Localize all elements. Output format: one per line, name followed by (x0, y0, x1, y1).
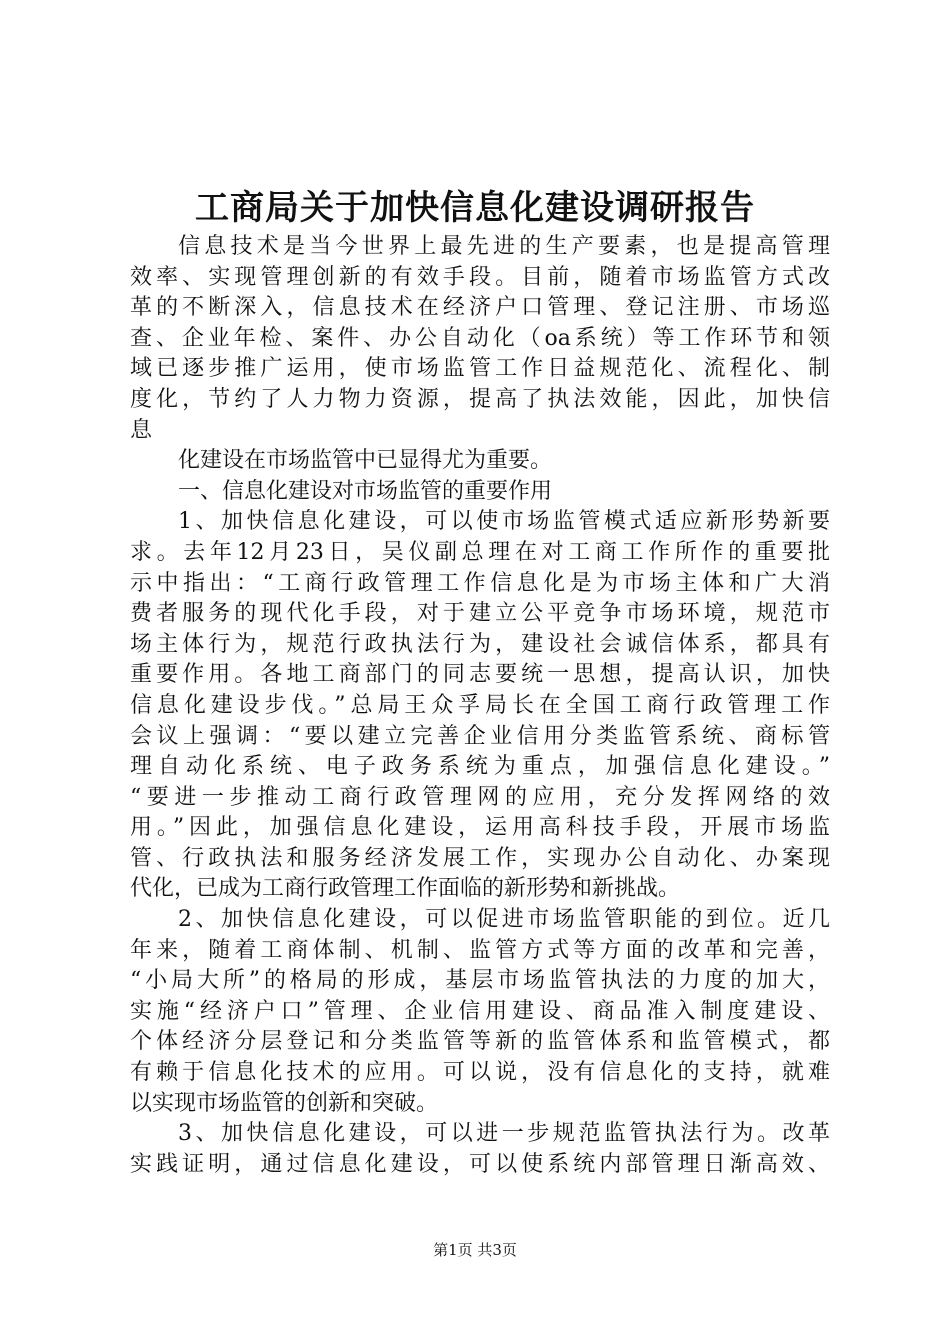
text-line: 查、企业年检、案件、办公自动化（oa系统）等工作环节和领 (130, 325, 830, 351)
text-line: “要进一步推动工商行政管理网的应用，充分发挥网络的效 (130, 784, 830, 810)
text-line: 化建设在市场监管中已显得尤为重要。 (178, 448, 553, 474)
text-line: 信息技术是当今世界上最先进的生产要素，也是提高管理 (178, 234, 830, 259)
text-line: 实施“经济户口”管理、企业信用建设、商品准入制度建设、 (130, 998, 830, 1024)
text-line: 代化，已成为工商行政管理工作面临的新形势和新挑战。 (130, 876, 681, 902)
text-line: 效率、实现管理创新的有效手段。目前，随着市场监管方式改 (130, 264, 830, 290)
text-line: 管、行政执法和服务经济发展工作，实现办公自动化、办案现 (130, 845, 830, 871)
text-line: 一、信息化建设对市场监管的重要作用 (178, 478, 553, 504)
text-line: 革的不断深入，信息技术在经济户口管理、登记注册、市场巡 (130, 295, 830, 321)
text-line: 场主体行为，规范行政执法行为，建设社会诚信体系，都具有 (130, 631, 830, 657)
text-line: 信息化建设步伐。”总局王众孚局长在全国工商行政管理工作 (130, 692, 830, 718)
text-line: 以实现市场监管的创新和突破。 (130, 1090, 439, 1116)
text-line: 有赖于信息化技术的应用。可以说，没有信息化的支持，就难 (130, 1060, 830, 1086)
text-line: 个体经济分层登记和分类监管等新的监管体系和监管模式，都 (130, 1029, 830, 1055)
text-line: 度化，节约了人力物力资源，提高了执法效能，因此，加快信 (130, 386, 830, 412)
text-line: 重要作用。各地工商部门的同志要统一思想，提高认识，加快 (130, 662, 830, 688)
text-line: 会议上强调：“要以建立完善企业信用分类监管系统、商标管 (130, 723, 830, 749)
text-line: 息 (130, 417, 153, 443)
text-line: “小局大所”的格局的形成，基层市场监管执法的力度的加大， (130, 968, 830, 994)
text-line: 2、加快信息化建设，可以促进市场监管职能的到位。近几 (178, 907, 830, 933)
text-line: 3、加快信息化建设，可以进一步规范监管执法行为。改革 (178, 1121, 830, 1147)
text-line: 域已逐步推广运用，使市场监管工作日益规范化、流程化、制 (130, 356, 830, 382)
text-line: 1、加快信息化建设，可以使市场监管模式适应新形势新要 (178, 509, 830, 535)
text-line: 理自动化系统、电子政务系统为重点，加强信息化建设。” (130, 754, 830, 780)
text-line: 实践证明，通过信息化建设，可以使系统内部管理日渐高效、 (130, 1151, 830, 1177)
text-line: 费者服务的现代化手段，对于建立公平竞争市场环境，规范市 (130, 601, 830, 627)
text-line: 年来，随着工商体制、机制、监管方式等方面的改革和完善， (130, 937, 830, 963)
text-line: 求。去年12月23日，吴仪副总理在对工商工作所作的重要批 (130, 539, 830, 565)
document-body (130, 232, 830, 1180)
document-title: 工商局关于加快信息化建设调研报告 (195, 188, 755, 228)
text-line: 示中指出：“工商行政管理工作信息化是为市场主体和广大消 (130, 570, 830, 596)
text-line: 用。”因此，加强信息化建设，运用高科技手段，开展市场监 (130, 815, 830, 841)
page-footer: 第1页 共3页 (433, 1241, 517, 1259)
